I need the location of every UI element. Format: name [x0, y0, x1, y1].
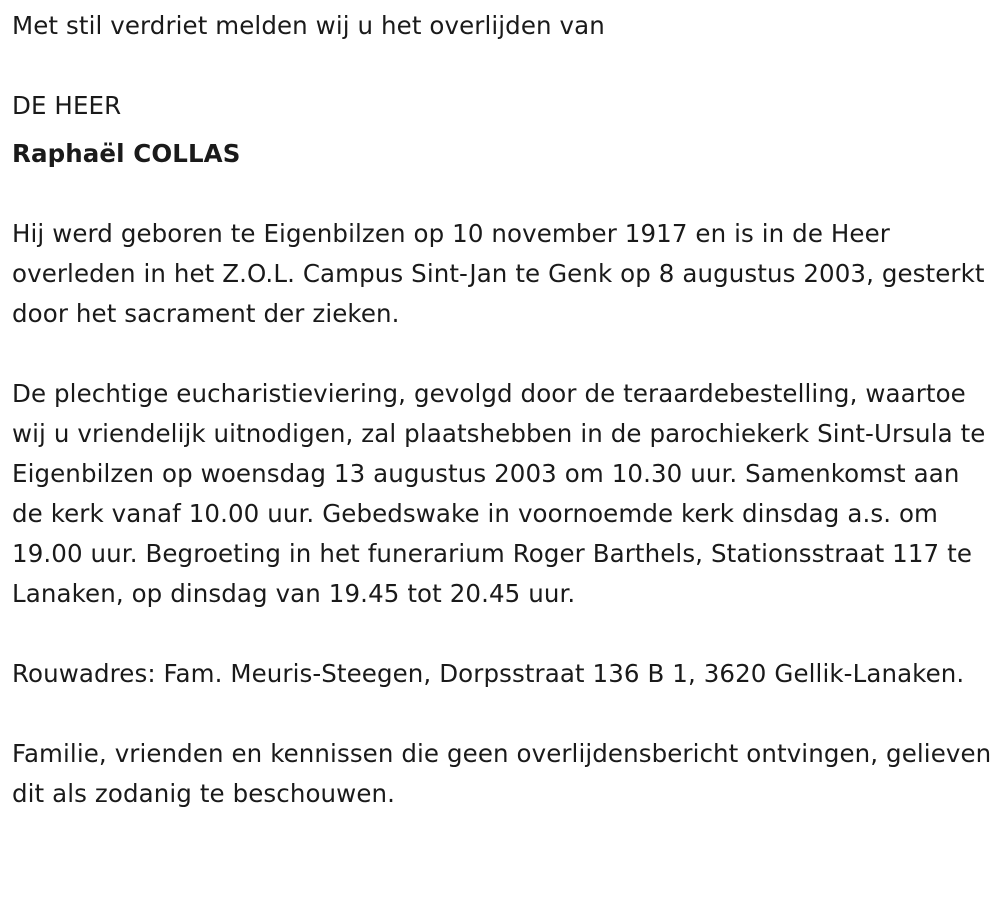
deceased-title: DE HEER — [12, 91, 122, 120]
birth-death-paragraph: Hij werd geboren te Eigenbilzen op 10 november 1917 en is in de Heer overleden in het Z.O.L. Campus Sint-Jan te Genk op 8 augustus 2003, gesterkt door het sacrament der zieken. — [12, 219, 985, 328]
spacer — [12, 614, 992, 654]
intro-text: Met stil verdriet melden wij u het overlijden van — [12, 11, 605, 40]
deceased-name: Raphaël COLLAS — [12, 139, 241, 168]
spacer — [12, 694, 992, 734]
spacer — [12, 334, 992, 374]
ceremony-paragraph: De plechtige eucharistieviering, gevolgd door de teraardebestelling, waartoe wij u vriendelijk uitnodigen, zal plaatshebben in de parochiekerk Sint-Ursula te Eigenbilzen op woensdag 13 augustus 2003 om 10.30 uur. Samenkomst aan de kerk vanaf 10.00 uur. Gebedswake in voornoemde kerk dinsdag a.s. om 19.00 uur. Begroeting in het funerarium Roger Barthels, Stationsstraat 117 te Lanaken, op dinsdag van 19.45 tot 20.45 uur. — [12, 379, 986, 608]
spacer — [12, 174, 992, 214]
spacer — [12, 46, 992, 86]
mourning-address: Rouwadres: Fam. Meuris-Steegen, Dorpsstraat 136 B 1, 3620 Gellik-Lanaken. — [12, 659, 965, 688]
closing-paragraph: Familie, vrienden en kennissen die geen overlijdensbericht ontvingen, gelieven dit als zodanig te beschouwen. — [12, 739, 992, 808]
obituary-notice — [12, 6, 992, 814]
